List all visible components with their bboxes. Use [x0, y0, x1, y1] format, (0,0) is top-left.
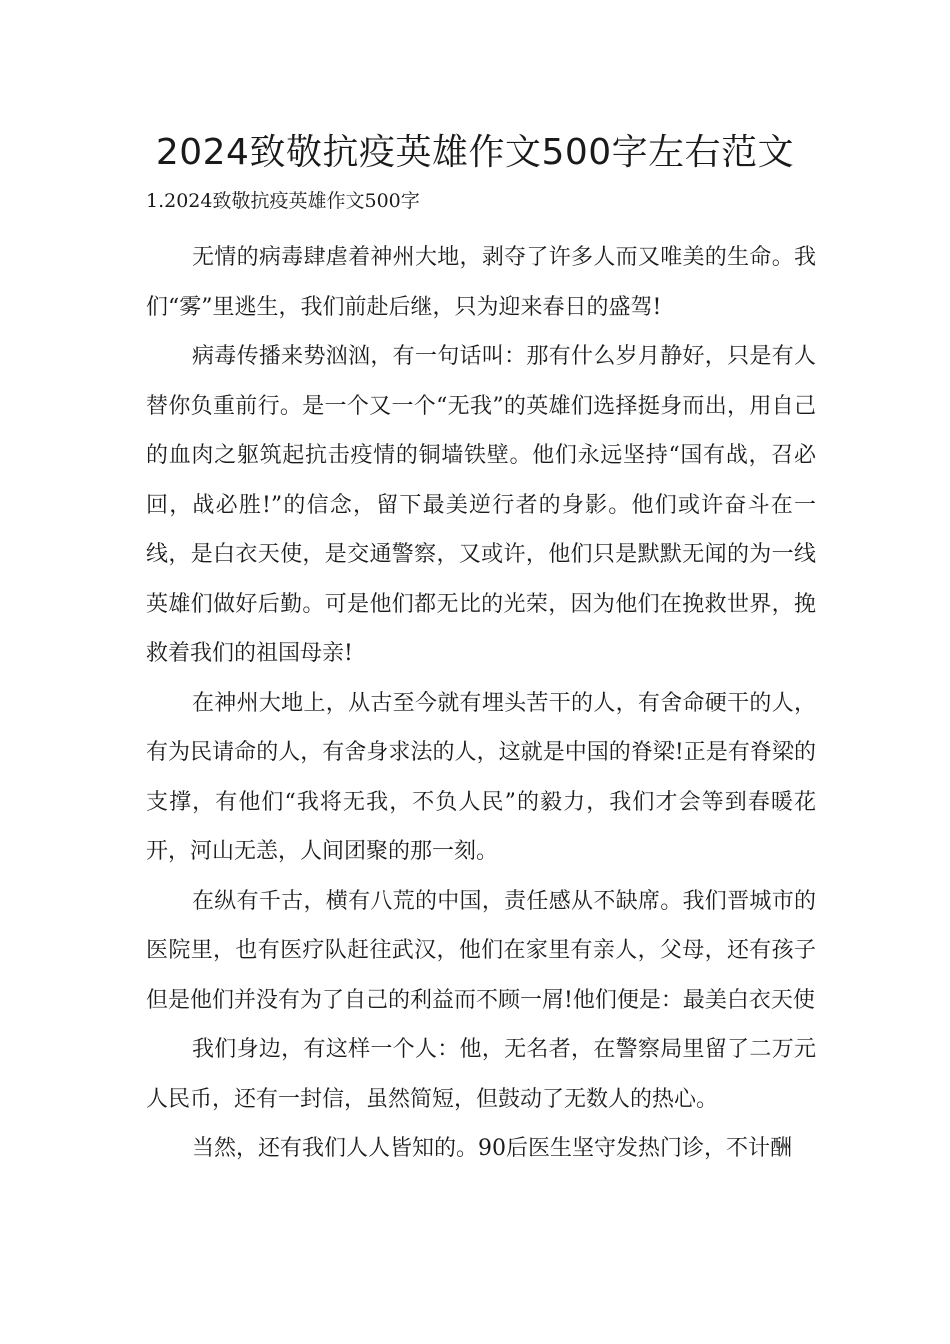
article-body: [146, 233, 816, 1174]
paragraph-4: 在纵有千古，横有八荒的中国，责任感从不缺席。我们晋城市的医院里，也有医疗队赶往武汉，他们在家里有亲人，父母，还有孩子但是他们并没有为了自己的利益而不顾一屑!他们便是：最美白衣天使: [146, 888, 816, 1013]
paragraph-5: 我们身边，有这样一个人：他，无名者，在警察局里留了二万元人民币，还有一封信，虽然简短，但鼓动了无数人的热心。: [146, 1037, 816, 1112]
paragraph-2: 病毒传播来势汹汹，有一句话叫：那有什么岁月静好，只是有人替你负重前行。是一个又一个“无我”的英雄们选择挺身而出，用自己的血肉之躯筑起抗击疫情的铜墙铁壁。他们永远坚持“国有战，召必回，战必胜!”的信念，留下最美逆行者的身影。他们或许奋斗在一线，是白衣天使，是交通警察，又或许，他们只是默默无闻的为一线英雄们做好后勤。可是他们都无比的光荣，因为他们在挽救世界，挽救着我们的祖国母亲!: [146, 344, 816, 666]
paragraph-1: 无情的病毒肆虐着神州大地，剥夺了许多人而又唯美的生命。我们“雾”里逃生，我们前赴后继，只为迎来春日的盛驾!: [146, 245, 816, 320]
paragraph-6: 当然，还有我们人人皆知的。90后医生坚守发热门诊，不计酬: [192, 1136, 792, 1161]
section-heading: 1.2024致敬抗疫英雄作文500字: [146, 190, 420, 212]
document-title: 2024致敬抗疫英雄作文500字左右范文: [155, 132, 795, 173]
paragraph-3: 在神州大地上，从古至今就有埋头苦干的人，有舍命硬干的人，有为民请命的人，有舍身求法的人，这就是中国的脊梁!正是有脊梁的支撑，有他们“我将无我，不负人民”的毅力，我们才会等到春暖花开，河山无恙，人间团聚的那一刻。: [146, 690, 816, 864]
